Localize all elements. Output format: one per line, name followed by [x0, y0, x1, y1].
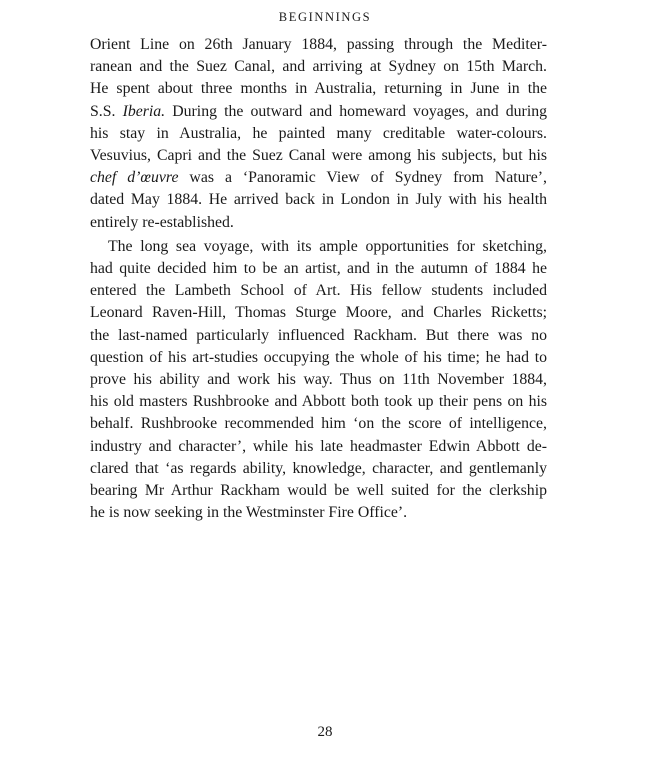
text-line: industry and character’, while his late headmaster Edwin Abbott de-	[90, 437, 547, 455]
paragraph	[90, 236, 547, 525]
italic-text: chef d’œuvre	[90, 169, 179, 187]
text-line: dated May 1884. He arrived back in London in July with his health	[90, 191, 547, 209]
text-line: chef d’œuvre was a ‘Panoramic View of Sydney from Nature’,	[90, 169, 547, 187]
text-line: his stay in Australia, he painted many creditable water-colours.	[90, 124, 547, 142]
text-line: had quite decided him to be an artist, and in the autumn of 1884 he	[90, 260, 547, 278]
body-text	[90, 34, 547, 524]
running-head: BEGINNINGS	[278, 10, 372, 24]
text-line: his old masters Rushbrooke and Abbott both took up their pens on his	[90, 393, 547, 411]
text-line: The long sea voyage, with its ample opportunities for sketching,	[108, 237, 547, 255]
text-line: Leonard Raven-Hill, Thomas Sturge Moore, and Charles Ricketts;	[90, 304, 547, 322]
text-line: bearing Mr Arthur Rackham would be well suited for the clerkship	[90, 482, 547, 500]
text-line: entirely re-established.	[90, 213, 234, 231]
text-line: prove his ability and work his way. Thus on 11th November 1884,	[90, 371, 547, 389]
page-number: 28	[317, 724, 333, 740]
text-line: he is now seeking in the Westminster Fire Office’.	[90, 504, 408, 522]
text-line: the last-named particularly influenced Rackham. But there was no	[90, 326, 547, 344]
text-line: ranean and the Suez Canal, and arriving at Sydney on 15th March.	[90, 58, 547, 76]
text-line: clared that ‘as regards ability, knowledge, character, and gentlemanly	[90, 459, 547, 477]
text-line: question of his art-studies occupying the whole of his time; he had to	[90, 348, 547, 366]
text-line: Vesuvius, Capri and the Suez Canal were among his subjects, but his	[90, 147, 547, 165]
text-line: entered the Lambeth School of Art. His fellow students included	[90, 282, 547, 300]
text-line: He spent about three months in Australia, returning in June in the	[90, 80, 547, 98]
text-line: S.S. Iberia. During the outward and homeward voyages, and during	[90, 102, 548, 120]
text-line: behalf. Rushbrooke recommended him ‘on the score of intelligence,	[90, 415, 547, 433]
paragraph	[90, 34, 547, 234]
italic-text: Iberia.	[122, 102, 166, 120]
text-line: Orient Line on 26th January 1884, passing through the Mediter-	[90, 36, 547, 53]
